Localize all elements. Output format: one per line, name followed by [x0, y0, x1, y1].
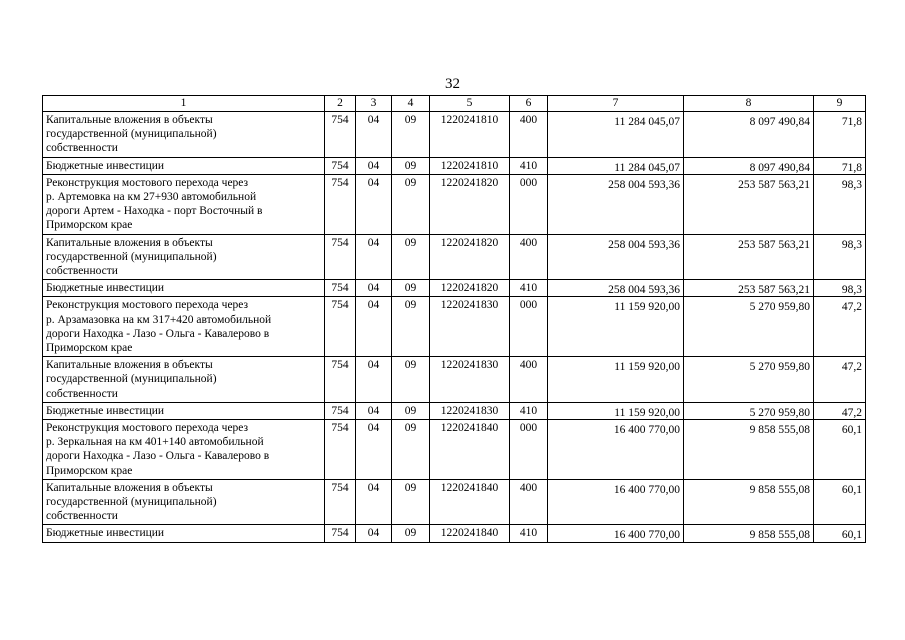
amount-planned-value: 16 400 770,00	[613, 483, 680, 496]
code-section: 04	[356, 402, 392, 419]
code-target: 1220241840	[430, 479, 510, 525]
amount-executed-value: 253 587 563,21	[738, 284, 810, 297]
row-name: Бюджетные инвестиции	[43, 525, 325, 542]
table-row	[43, 234, 866, 280]
amount-planned	[548, 402, 684, 419]
code-section: 04	[356, 157, 392, 174]
code-type: 410	[510, 402, 548, 419]
percent-executed-value: 47,2	[841, 406, 862, 419]
percent-executed	[814, 357, 866, 403]
row-name: Капитальные вложения в объекты государственной (муниципальной) собственности	[43, 112, 325, 158]
row-name: Бюджетные инвестиции	[43, 157, 325, 174]
code-subsection: 09	[392, 357, 430, 403]
amount-executed	[684, 479, 814, 525]
amount-planned-value: 16 400 770,00	[613, 529, 680, 542]
percent-executed	[814, 280, 866, 297]
amount-executed-value: 5 270 959,80	[749, 406, 810, 419]
code-admin: 754	[325, 280, 356, 297]
code-section: 04	[356, 479, 392, 525]
code-admin: 754	[325, 420, 356, 480]
code-type: 000	[510, 297, 548, 357]
column-header-3: 3	[356, 96, 392, 112]
percent-executed	[814, 479, 866, 525]
amount-planned	[548, 234, 684, 280]
code-subsection: 09	[392, 157, 430, 174]
code-section: 04	[356, 234, 392, 280]
amount-planned-value: 11 159 920,00	[614, 301, 680, 314]
amount-planned-value: 258 004 593,36	[608, 284, 680, 297]
table-row	[43, 157, 866, 174]
amount-executed	[684, 157, 814, 174]
amount-executed-value: 8 097 490,84	[749, 116, 810, 128]
code-type: 000	[510, 174, 548, 234]
code-section: 04	[356, 525, 392, 542]
code-admin: 754	[325, 112, 356, 158]
code-type: 410	[510, 280, 548, 297]
percent-executed	[814, 112, 866, 158]
code-subsection: 09	[392, 479, 430, 525]
row-name: Реконструкция мостового перехода через р. Арзамазовка на км 317+420 автомобильной дороги Находка - Лазо - Ольга - Кавалерово в Приморском крае	[43, 297, 325, 357]
amount-executed	[684, 297, 814, 357]
percent-executed	[814, 525, 866, 542]
code-target: 1220241840	[430, 420, 510, 480]
code-subsection: 09	[392, 174, 430, 234]
amount-planned	[548, 525, 684, 542]
percent-executed-value: 47,2	[841, 361, 862, 374]
code-subsection: 09	[392, 234, 430, 280]
code-admin: 754	[325, 479, 356, 525]
code-admin: 754	[325, 157, 356, 174]
row-name: Бюджетные инвестиции	[43, 402, 325, 419]
code-type: 400	[510, 234, 548, 280]
amount-executed-value: 253 587 563,21	[738, 238, 810, 251]
code-section: 04	[356, 174, 392, 234]
amount-planned	[548, 157, 684, 174]
percent-executed-value: 60,1	[841, 424, 862, 437]
amount-planned-value: 11 284 045,07	[614, 161, 680, 174]
amount-executed-value: 9 858 555,08	[749, 483, 810, 496]
row-name: Реконструкция мостового перехода через р. Артемовка на км 27+930 автомобильной дороги Артем - Находка - порт Восточный в Приморском крае	[43, 174, 325, 234]
code-target: 1220241830	[430, 402, 510, 419]
percent-executed-value: 71,8	[841, 161, 862, 174]
table-body	[43, 112, 866, 543]
amount-planned	[548, 112, 684, 158]
code-type: 410	[510, 525, 548, 542]
percent-executed	[814, 174, 866, 234]
amount-executed	[684, 420, 814, 480]
amount-executed	[684, 234, 814, 280]
code-type: 000	[510, 420, 548, 480]
percent-executed	[814, 402, 866, 419]
amount-executed-value: 8 097 490,84	[749, 161, 810, 174]
amount-planned	[548, 297, 684, 357]
code-section: 04	[356, 112, 392, 158]
column-header-7: 7	[548, 96, 684, 112]
amount-executed	[684, 174, 814, 234]
code-section: 04	[356, 420, 392, 480]
code-admin: 754	[325, 525, 356, 542]
code-admin: 754	[325, 174, 356, 234]
amount-executed	[684, 112, 814, 158]
amount-executed-value: 253 587 563,21	[738, 178, 810, 191]
table-row	[43, 402, 866, 419]
column-header-6: 6	[510, 96, 548, 112]
amount-executed-value: 9 858 555,08	[749, 424, 810, 437]
amount-executed-value: 9 858 555,08	[749, 529, 810, 542]
percent-executed	[814, 297, 866, 357]
code-subsection: 09	[392, 402, 430, 419]
column-header-5: 5	[430, 96, 510, 112]
amount-planned-value: 11 159 920,00	[614, 406, 680, 419]
code-admin: 754	[325, 357, 356, 403]
amount-planned-value: 11 159 920,00	[614, 361, 680, 374]
percent-executed	[814, 234, 866, 280]
table-row	[43, 525, 866, 542]
table-row	[43, 112, 866, 158]
code-subsection: 09	[392, 525, 430, 542]
amount-planned-value: 11 284 045,07	[614, 116, 680, 128]
amount-planned-value: 258 004 593,36	[608, 178, 680, 191]
amount-planned	[548, 479, 684, 525]
code-type: 400	[510, 112, 548, 158]
row-name: Капитальные вложения в объекты государственной (муниципальной) собственности	[43, 357, 325, 403]
percent-executed-value: 98,3	[841, 238, 862, 251]
table-row	[43, 280, 866, 297]
percent-executed	[814, 157, 866, 174]
amount-planned-value: 258 004 593,36	[608, 238, 680, 251]
code-admin: 754	[325, 234, 356, 280]
table-row	[43, 357, 866, 403]
code-type: 400	[510, 357, 548, 403]
amount-executed-value: 5 270 959,80	[749, 301, 810, 314]
percent-executed-value: 60,1	[841, 483, 862, 496]
amount-planned	[548, 174, 684, 234]
page-number: 32	[445, 76, 460, 92]
row-name: Бюджетные инвестиции	[43, 280, 325, 297]
code-target: 1220241840	[430, 525, 510, 542]
code-section: 04	[356, 357, 392, 403]
percent-executed-value: 71,8	[841, 116, 862, 128]
code-type: 410	[510, 157, 548, 174]
header-row	[43, 96, 866, 112]
column-header-2: 2	[325, 96, 356, 112]
code-target: 1220241830	[430, 297, 510, 357]
code-section: 04	[356, 280, 392, 297]
row-name: Капитальные вложения в объекты государственной (муниципальной) собственности	[43, 234, 325, 280]
row-name: Реконструкция мостового перехода через р. Зеркальная на км 401+140 автомобильной дороги Находка - Лазо - Ольга - Кавалерово в Приморском крае	[43, 420, 325, 480]
budget-table	[42, 95, 866, 543]
column-header-9: 9	[814, 96, 866, 112]
amount-planned	[548, 280, 684, 297]
amount-planned-value: 16 400 770,00	[613, 424, 680, 437]
amount-planned	[548, 420, 684, 480]
percent-executed-value: 60,1	[841, 529, 862, 542]
code-admin: 754	[325, 402, 356, 419]
table-row	[43, 174, 866, 234]
code-target: 1220241830	[430, 357, 510, 403]
amount-executed	[684, 402, 814, 419]
amount-planned	[548, 357, 684, 403]
amount-executed	[684, 525, 814, 542]
column-header-1: 1	[43, 96, 325, 112]
code-admin: 754	[325, 297, 356, 357]
amount-executed-value: 5 270 959,80	[749, 361, 810, 374]
percent-executed-value: 98,3	[841, 178, 862, 191]
table-row	[43, 420, 866, 480]
column-header-8: 8	[684, 96, 814, 112]
column-header-4: 4	[392, 96, 430, 112]
table-row	[43, 479, 866, 525]
code-target: 1220241820	[430, 234, 510, 280]
percent-executed	[814, 420, 866, 480]
amount-executed	[684, 280, 814, 297]
code-subsection: 09	[392, 280, 430, 297]
code-target: 1220241820	[430, 280, 510, 297]
code-subsection: 09	[392, 420, 430, 480]
code-target: 1220241810	[430, 112, 510, 158]
code-target: 1220241810	[430, 157, 510, 174]
percent-executed-value: 47,2	[841, 301, 862, 314]
amount-executed	[684, 357, 814, 403]
code-subsection: 09	[392, 112, 430, 158]
percent-executed-value: 98,3	[841, 284, 862, 297]
table-row	[43, 297, 866, 357]
code-type: 400	[510, 479, 548, 525]
row-name: Капитальные вложения в объекты государственной (муниципальной) собственности	[43, 479, 325, 525]
code-target: 1220241820	[430, 174, 510, 234]
code-subsection: 09	[392, 297, 430, 357]
code-section: 04	[356, 297, 392, 357]
